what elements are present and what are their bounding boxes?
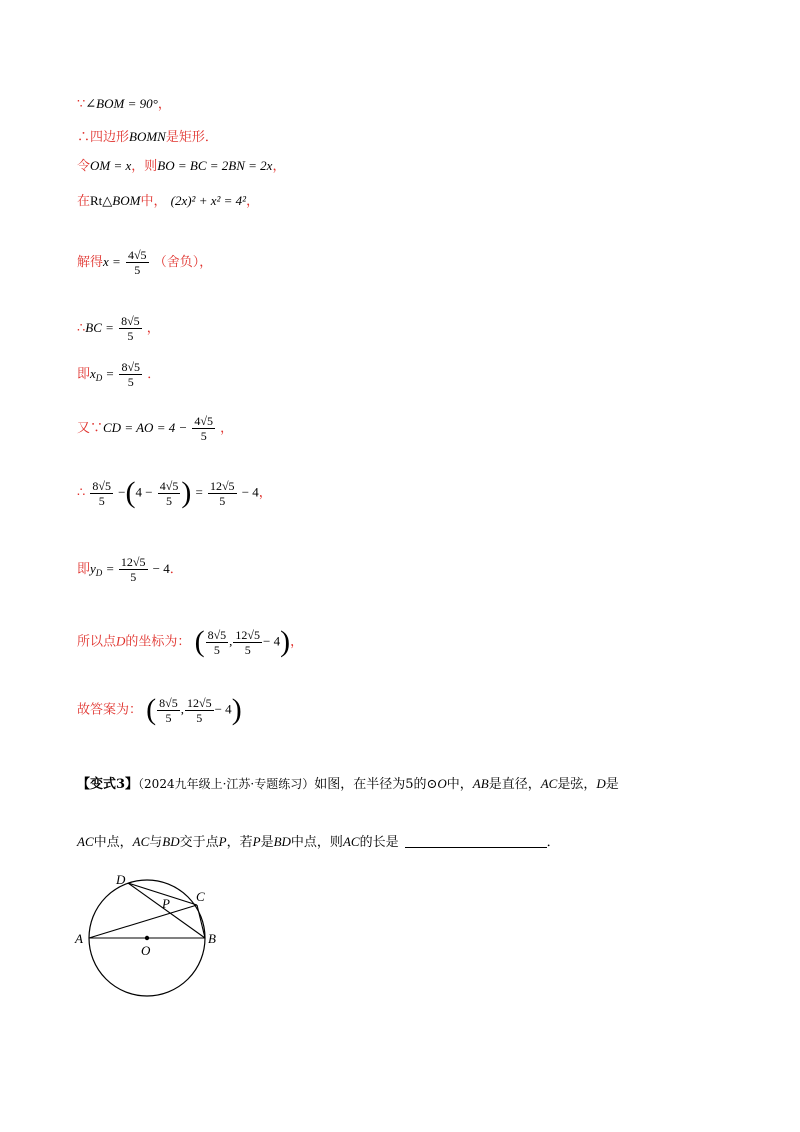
problem-source: （2024九年级上·江苏·专题练习） bbox=[138, 777, 315, 791]
label-a: A bbox=[75, 931, 83, 946]
line-solve-x: 解得x = $\frac{4√5}{5}$ （舍负）， bbox=[77, 248, 213, 277]
fraction: $\frac{4√5}{5}$ bbox=[127, 248, 147, 277]
label-o: O bbox=[141, 943, 151, 958]
line-difference: ∴ $\frac{8√5}{5}$ −(4 − $\frac{4√5}{5}$ ) = $\frac{12√5}{5}$ − 4， bbox=[77, 476, 272, 509]
line-yd: 即$y_D$ = $\frac{12√5}{5}$ − 4． bbox=[77, 555, 183, 584]
fraction: $\frac{8√5}{5}$ bbox=[121, 360, 141, 389]
fraction: $\frac{4√5}{5}$ bbox=[159, 478, 179, 508]
fraction: $\frac{8√5}{5}$ bbox=[159, 695, 178, 725]
line-xd: 即$x_D$ = $\frac{8√5}{5}$ ． bbox=[77, 360, 161, 389]
fraction: $\frac{8√5}{5}$ bbox=[207, 627, 227, 657]
problem-line-2: AC中点，AC与BD交于点P，若P是BD中点，则AC的长是 ． bbox=[77, 834, 560, 850]
fraction: $\frac{4√5}{5}$ bbox=[194, 414, 213, 443]
fraction: $\frac{8√5}{5}$ bbox=[92, 478, 112, 508]
line-bc: ∴BC = $\frac{8√5}{5}$ ， bbox=[77, 314, 160, 343]
line-let-om: 令OM = x，则BO = BC = 2BN = 2x， bbox=[77, 158, 286, 174]
label-b: B bbox=[208, 931, 216, 946]
problem-tag: 【变式3】 bbox=[77, 777, 139, 792]
line-cd: 又∵CD = AO = 4 − $\frac{4√5}{5}$ ， bbox=[77, 414, 234, 443]
line-answer: 故答案为： ( $\frac{8√5}{5}$ , $\frac{12√5}{5}$ − 4) bbox=[77, 693, 242, 726]
label-p: P bbox=[162, 896, 170, 911]
line-rectangle: ∴四边形BOMN是矩形． bbox=[77, 129, 218, 145]
fraction: $\frac{12√5}{5}$ bbox=[120, 555, 146, 584]
label-d: D bbox=[116, 872, 126, 887]
line-pythagoras: 在Rt△BOM中， (2x)² + x² = 4²， bbox=[77, 193, 260, 209]
answer-blank[interactable] bbox=[405, 847, 547, 848]
line-coordinates: 所以点D的坐标为： ( $\frac{8√5}{5}$ , $\frac{12√5}{5}$ − 4)， bbox=[77, 625, 304, 658]
fraction: $\frac{8√5}{5}$ bbox=[121, 314, 140, 343]
center-dot bbox=[145, 936, 149, 940]
chord-ac bbox=[89, 905, 197, 938]
line-angle-bom: ∵∠BOM = 90°， bbox=[77, 96, 171, 112]
fraction: $\frac{12√5}{5}$ bbox=[209, 478, 235, 508]
fraction: $\frac{12√5}{5}$ bbox=[235, 627, 260, 657]
circle-figure bbox=[70, 868, 230, 1008]
label-c: C bbox=[196, 889, 205, 904]
problem-line-1: 【变式3】（2024九年级上·江苏·专题练习）如图，在半径为5的⊙O中，AB是直径，AC是弦，D是 bbox=[77, 776, 619, 792]
fraction: $\frac{12√5}{5}$ bbox=[187, 695, 212, 725]
arc-ac: AC bbox=[77, 834, 94, 849]
